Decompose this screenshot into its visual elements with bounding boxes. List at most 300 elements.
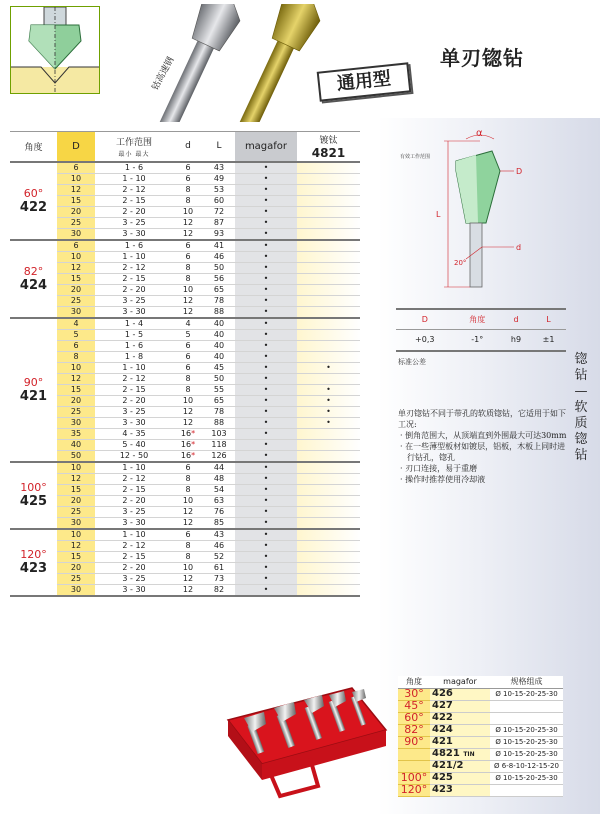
group-angle: 60° xyxy=(23,186,44,200)
table-row xyxy=(10,217,360,228)
cell-tin xyxy=(297,584,360,596)
spec-header-angle: 角度 xyxy=(398,676,430,688)
cell-L: 49 xyxy=(203,173,235,184)
cell-magafor: • xyxy=(235,428,297,439)
cell-tin xyxy=(297,173,360,184)
spec-composition: Ø 10-15-20-25-30 xyxy=(490,724,563,736)
cell-tin xyxy=(297,184,360,195)
cell-L: 78 xyxy=(203,406,235,417)
cell-tin xyxy=(297,450,360,462)
cell-d xyxy=(173,517,203,529)
cell-range: 4 - 35 xyxy=(95,428,173,439)
cell-range: 3 - 25 xyxy=(95,406,173,417)
cell-L: 87 xyxy=(203,217,235,228)
spec-header-composition: 规格组成 xyxy=(490,676,563,688)
table-row xyxy=(10,573,360,584)
cell-d-value: 8 xyxy=(185,484,191,494)
tol-header-L: L xyxy=(531,309,566,329)
cell-range: 2 - 20 xyxy=(95,284,173,295)
cell-magafor: • xyxy=(235,318,297,330)
cell-tin xyxy=(297,506,360,517)
cell-magafor: • xyxy=(235,495,297,506)
cell-range: 1 - 10 xyxy=(95,362,173,373)
cell-d xyxy=(173,540,203,551)
cell-magafor: • xyxy=(235,450,297,462)
cell-tin xyxy=(297,551,360,562)
cell-tin xyxy=(297,318,360,330)
table-row xyxy=(10,195,360,206)
cell-d xyxy=(173,351,203,362)
cell-magafor: • xyxy=(235,240,297,252)
cell-L: 41 xyxy=(203,240,235,252)
table-row xyxy=(10,306,360,318)
cell-tin: • xyxy=(297,384,360,395)
diagram-d-label: d xyxy=(516,243,522,252)
vertical-char: 质 xyxy=(574,416,588,431)
cell-d xyxy=(173,573,203,584)
spec-angle: 120° xyxy=(398,784,430,796)
cell-L: 53 xyxy=(203,184,235,195)
cell-d xyxy=(173,273,203,284)
cell-d xyxy=(173,473,203,484)
cell-L: 43 xyxy=(203,529,235,541)
table-header-row xyxy=(10,132,360,162)
cell-d xyxy=(173,484,203,495)
spec-magafor xyxy=(430,700,490,712)
cell-d xyxy=(173,206,203,217)
cell-magafor: • xyxy=(235,473,297,484)
cell-d xyxy=(173,362,203,373)
tol-header-angle: 角度 xyxy=(454,309,501,329)
group-number: 424 xyxy=(19,277,48,293)
cell-L: 40 xyxy=(203,318,235,330)
cell-D: 25 xyxy=(57,217,95,228)
table-row xyxy=(10,384,360,395)
cell-tin xyxy=(297,195,360,206)
cell-range: 2 - 12 xyxy=(95,184,173,195)
table-row xyxy=(10,439,360,450)
cell-range: 2 - 12 xyxy=(95,473,173,484)
cell-magafor: • xyxy=(235,351,297,362)
table-row xyxy=(10,262,360,273)
diagram-range-label: 有效工作范围 xyxy=(400,154,431,160)
table-row xyxy=(10,351,360,362)
cell-magafor: • xyxy=(235,329,297,340)
cell-d-value: 10 xyxy=(182,284,194,294)
description-intro: 单刃锪钻不同于带孔的软质锪钻，它适用于如下工况: xyxy=(398,409,566,429)
cell-d-value: 12 xyxy=(182,217,194,227)
countersink-illustration xyxy=(10,6,100,94)
cell-range: 3 - 30 xyxy=(95,584,173,596)
cell-d-value: 10 xyxy=(182,395,194,405)
cell-d-value: 8 xyxy=(185,273,191,283)
cell-D: 12 xyxy=(57,540,95,551)
spec-angle xyxy=(398,748,430,760)
spec-angle: 30° xyxy=(398,688,430,700)
cell-magafor: • xyxy=(235,506,297,517)
cell-D: 20 xyxy=(57,284,95,295)
header-range-sub: 最小 最大 xyxy=(118,150,150,158)
product-table xyxy=(10,131,360,597)
cell-magafor: • xyxy=(235,184,297,195)
spec-angle: 90° xyxy=(398,736,430,748)
table-row xyxy=(10,517,360,529)
cell-D: 12 xyxy=(57,262,95,273)
cell-d xyxy=(173,295,203,306)
cell-L: 44 xyxy=(203,462,235,474)
group-angle: 100° xyxy=(20,481,47,494)
cell-magafor: • xyxy=(235,395,297,406)
spec-magafor xyxy=(430,772,490,784)
cell-D: 30 xyxy=(57,517,95,529)
cell-range: 3 - 30 xyxy=(95,306,173,318)
cell-L: 82 xyxy=(203,584,235,596)
cell-range: 1 - 10 xyxy=(95,173,173,184)
spec-magafor xyxy=(430,724,490,736)
cell-magafor: • xyxy=(235,206,297,217)
cell-L: 93 xyxy=(203,228,235,240)
cell-D: 10 xyxy=(57,529,95,541)
table-row xyxy=(10,473,360,484)
spec-magafor-value: 4821 xyxy=(432,747,460,759)
group-number: 421 xyxy=(19,388,48,404)
cell-D: 50 xyxy=(57,450,95,462)
vertical-title xyxy=(574,352,588,464)
spec-composition: Ø 10-15-20-25-30 xyxy=(490,772,563,784)
table-row xyxy=(10,373,360,384)
cell-range: 2 - 20 xyxy=(95,206,173,217)
cell-d xyxy=(173,217,203,228)
cell-D: 35 xyxy=(57,428,95,439)
cell-range: 3 - 30 xyxy=(95,417,173,428)
cell-L: 48 xyxy=(203,473,235,484)
cell-D: 6 xyxy=(57,240,95,252)
cell-D: 25 xyxy=(57,506,95,517)
cell-tin xyxy=(297,206,360,217)
cell-d-value: 8 xyxy=(185,384,191,394)
tol-value-L: ±1 xyxy=(531,329,566,351)
cell-d-star: * xyxy=(191,450,196,460)
cell-L: 118 xyxy=(203,439,235,450)
diagram-D-label: D xyxy=(516,167,523,176)
spec-magafor xyxy=(430,748,490,760)
spec-magafor-suffix: TIN xyxy=(463,750,475,758)
cell-D: 30 xyxy=(57,584,95,596)
cell-D: 30 xyxy=(57,306,95,318)
cell-magafor: • xyxy=(235,529,297,541)
cell-D: 20 xyxy=(57,206,95,217)
table-row xyxy=(10,240,360,252)
cell-magafor: • xyxy=(235,251,297,262)
spec-magafor xyxy=(430,760,490,772)
cell-L: 46 xyxy=(203,251,235,262)
cell-L: 40 xyxy=(203,329,235,340)
cell-L: 50 xyxy=(203,262,235,273)
cell-magafor: • xyxy=(235,262,297,273)
group-number: 425 xyxy=(19,494,48,509)
cell-L: 61 xyxy=(203,562,235,573)
cell-magafor: • xyxy=(235,295,297,306)
table-row xyxy=(10,417,360,428)
group-angle: 82° xyxy=(23,264,44,278)
header-L: L xyxy=(203,132,235,162)
cell-tin xyxy=(297,217,360,228)
table-row xyxy=(10,506,360,517)
group-angle-cell xyxy=(10,462,57,529)
cell-tin xyxy=(297,562,360,573)
group-angle-cell xyxy=(10,240,57,318)
table-row xyxy=(10,495,360,506)
cell-d-value: 12 xyxy=(182,306,194,316)
group-angle-cell xyxy=(10,318,57,462)
cell-magafor: • xyxy=(235,540,297,551)
cell-tin: • xyxy=(297,417,360,428)
cell-L: 73 xyxy=(203,573,235,584)
spec-composition: Ø 6-8-10-12-15-20 xyxy=(490,760,563,772)
cell-L: 54 xyxy=(203,484,235,495)
cell-range: 3 - 25 xyxy=(95,506,173,517)
cell-magafor: • xyxy=(235,162,297,174)
cell-d-star: * xyxy=(191,439,196,449)
cell-d xyxy=(173,251,203,262)
cell-L: 63 xyxy=(203,495,235,506)
cell-tin xyxy=(297,439,360,450)
vertical-char: — xyxy=(574,384,588,399)
table-row xyxy=(10,329,360,340)
cell-range: 1 - 6 xyxy=(95,240,173,252)
cell-tin xyxy=(297,240,360,252)
cell-D: 20 xyxy=(57,395,95,406)
cell-d-value: 6 xyxy=(185,462,191,472)
cell-L: 52 xyxy=(203,551,235,562)
cell-d xyxy=(173,340,203,351)
cell-magafor: • xyxy=(235,306,297,318)
cell-d-value: 12 xyxy=(182,517,194,527)
cell-tin xyxy=(297,473,360,484)
cell-D: 30 xyxy=(57,228,95,240)
cell-d-value: 12 xyxy=(182,417,194,427)
cell-tin xyxy=(297,251,360,262)
cell-d-value: 8 xyxy=(185,373,191,383)
cell-range: 3 - 25 xyxy=(95,217,173,228)
spec-composition xyxy=(490,784,563,796)
table-row xyxy=(10,162,360,174)
cell-d-star: * xyxy=(191,428,196,438)
cell-magafor: • xyxy=(235,584,297,596)
cell-tin xyxy=(297,373,360,384)
cell-tin: • xyxy=(297,395,360,406)
header-range xyxy=(95,132,173,162)
cell-D: 6 xyxy=(57,340,95,351)
table-row xyxy=(10,318,360,330)
cell-magafor: • xyxy=(235,273,297,284)
cell-D: 25 xyxy=(57,573,95,584)
cell-D: 15 xyxy=(57,484,95,495)
cell-d xyxy=(173,240,203,252)
spec-header-magafor: magafor xyxy=(430,676,490,688)
cell-tin xyxy=(297,573,360,584)
table-row xyxy=(10,284,360,295)
cell-d xyxy=(173,417,203,428)
cell-range: 2 - 20 xyxy=(95,495,173,506)
cell-D: 30 xyxy=(57,417,95,428)
cell-d xyxy=(173,395,203,406)
cell-d xyxy=(173,462,203,474)
cell-d-value: 12 xyxy=(182,506,194,516)
cell-d xyxy=(173,306,203,318)
cell-L: 56 xyxy=(203,273,235,284)
cell-d-value: 8 xyxy=(185,473,191,483)
cell-d-value: 16 xyxy=(180,428,192,438)
table-row xyxy=(10,484,360,495)
cell-tin xyxy=(297,284,360,295)
table-row xyxy=(10,362,360,373)
cell-range: 3 - 25 xyxy=(95,573,173,584)
cell-d-value: 6 xyxy=(185,251,191,261)
tol-header-d: d xyxy=(501,309,531,329)
cell-magafor: • xyxy=(235,340,297,351)
cell-d-value: 6 xyxy=(185,162,191,172)
cell-d xyxy=(173,228,203,240)
cell-D: 10 xyxy=(57,251,95,262)
cell-tin xyxy=(297,340,360,351)
cell-d-value: 16 xyxy=(180,439,192,449)
description-item: · 在一些薄型板材如镀层，铝板，木板上同时进行钻孔，锪孔 xyxy=(400,442,566,462)
cell-d-value: 6 xyxy=(185,529,191,539)
spec-row xyxy=(398,736,563,748)
cell-tin xyxy=(297,484,360,495)
spec-magafor-value: 427 xyxy=(432,699,453,711)
table-row xyxy=(10,173,360,184)
cell-L: 76 xyxy=(203,506,235,517)
cell-d xyxy=(173,439,203,450)
header-angle: 角度 xyxy=(10,132,57,162)
header-tin xyxy=(297,132,360,162)
cell-d xyxy=(173,562,203,573)
tolerance-table xyxy=(396,308,566,352)
cell-range: 2 - 15 xyxy=(95,273,173,284)
cell-d xyxy=(173,195,203,206)
spec-magafor xyxy=(430,784,490,796)
cell-D: 40 xyxy=(57,439,95,450)
cell-d-value: 8 xyxy=(185,551,191,561)
cell-tin xyxy=(297,517,360,529)
vertical-char: 钻 xyxy=(574,448,588,463)
diagram-L-label: L xyxy=(436,210,441,219)
cell-D: 5 xyxy=(57,329,95,340)
cell-L: 72 xyxy=(203,206,235,217)
cell-tin xyxy=(297,295,360,306)
cell-tin: • xyxy=(297,406,360,417)
cell-L: 40 xyxy=(203,340,235,351)
table-row xyxy=(10,584,360,596)
cell-d xyxy=(173,173,203,184)
spec-magafor xyxy=(430,688,490,700)
cell-range: 3 - 30 xyxy=(95,517,173,529)
cell-tin: • xyxy=(297,362,360,373)
spec-composition: Ø 10-15-20-25-30 xyxy=(490,748,563,760)
cell-d-value: 12 xyxy=(182,228,194,238)
description-item: · 倒角范围大，从顶端直到外围最大可达30mm xyxy=(400,431,567,440)
cell-L: 50 xyxy=(203,373,235,384)
cell-L: 55 xyxy=(203,384,235,395)
diagram-angle-label: 20° xyxy=(454,259,467,267)
cell-magafor: • xyxy=(235,517,297,529)
cell-d xyxy=(173,329,203,340)
cell-d xyxy=(173,495,203,506)
cell-magafor: • xyxy=(235,384,297,395)
header-tin-number: 4821 xyxy=(311,145,346,160)
cell-tin xyxy=(297,462,360,474)
cell-d xyxy=(173,373,203,384)
description-item: · 刃口连接，易于重磨 xyxy=(400,464,478,473)
cell-d-value: 6 xyxy=(185,173,191,183)
cell-D: 4 xyxy=(57,318,95,330)
cell-D: 12 xyxy=(57,373,95,384)
cell-D: 12 xyxy=(57,184,95,195)
spec-magafor-value: 425 xyxy=(432,771,453,783)
cell-L: 126 xyxy=(203,450,235,462)
spec-magafor-value: 421/2 xyxy=(432,759,464,771)
cell-range: 2 - 20 xyxy=(95,395,173,406)
cell-magafor: • xyxy=(235,284,297,295)
cell-d-value: 10 xyxy=(182,495,194,505)
header-tin-label: 镀钛 xyxy=(319,135,338,146)
cell-D: 15 xyxy=(57,551,95,562)
cell-range: 2 - 12 xyxy=(95,540,173,551)
cell-tin xyxy=(297,162,360,174)
cell-d xyxy=(173,551,203,562)
cell-d xyxy=(173,162,203,174)
spec-composition: Ø 10-15-20-25-30 xyxy=(490,736,563,748)
cell-D: 8 xyxy=(57,351,95,362)
cell-d-value: 4 xyxy=(185,318,191,328)
cell-D: 25 xyxy=(57,406,95,417)
cell-L: 40 xyxy=(203,351,235,362)
cell-d xyxy=(173,506,203,517)
category-stamp: 通用型 xyxy=(317,62,412,101)
cell-L: 60 xyxy=(203,195,235,206)
cell-d xyxy=(173,284,203,295)
cell-range: 2 - 12 xyxy=(95,262,173,273)
spec-magafor-value: 422 xyxy=(432,711,453,723)
spec-angle: 82° xyxy=(398,724,430,736)
cell-magafor: • xyxy=(235,173,297,184)
tol-value-angle: -1° xyxy=(454,329,501,351)
diagram-alpha: α xyxy=(476,128,483,139)
group-number: 423 xyxy=(19,561,48,576)
cell-magafor: • xyxy=(235,484,297,495)
spec-table-body xyxy=(398,688,563,796)
table-row xyxy=(10,428,360,439)
cell-magafor: • xyxy=(235,373,297,384)
table-row xyxy=(10,273,360,284)
vertical-char: 锪 xyxy=(574,352,588,367)
cell-tin xyxy=(297,262,360,273)
cell-magafor: • xyxy=(235,462,297,474)
cell-tin xyxy=(297,306,360,318)
cell-D: 20 xyxy=(57,562,95,573)
table-row xyxy=(10,529,360,541)
cell-D: 15 xyxy=(57,273,95,284)
cell-range: 1 - 10 xyxy=(95,529,173,541)
cell-d-value: 12 xyxy=(182,584,194,594)
cell-tin xyxy=(297,540,360,551)
cell-L: 65 xyxy=(203,395,235,406)
description-text xyxy=(398,408,568,485)
cell-magafor: • xyxy=(235,195,297,206)
table-row xyxy=(10,295,360,306)
